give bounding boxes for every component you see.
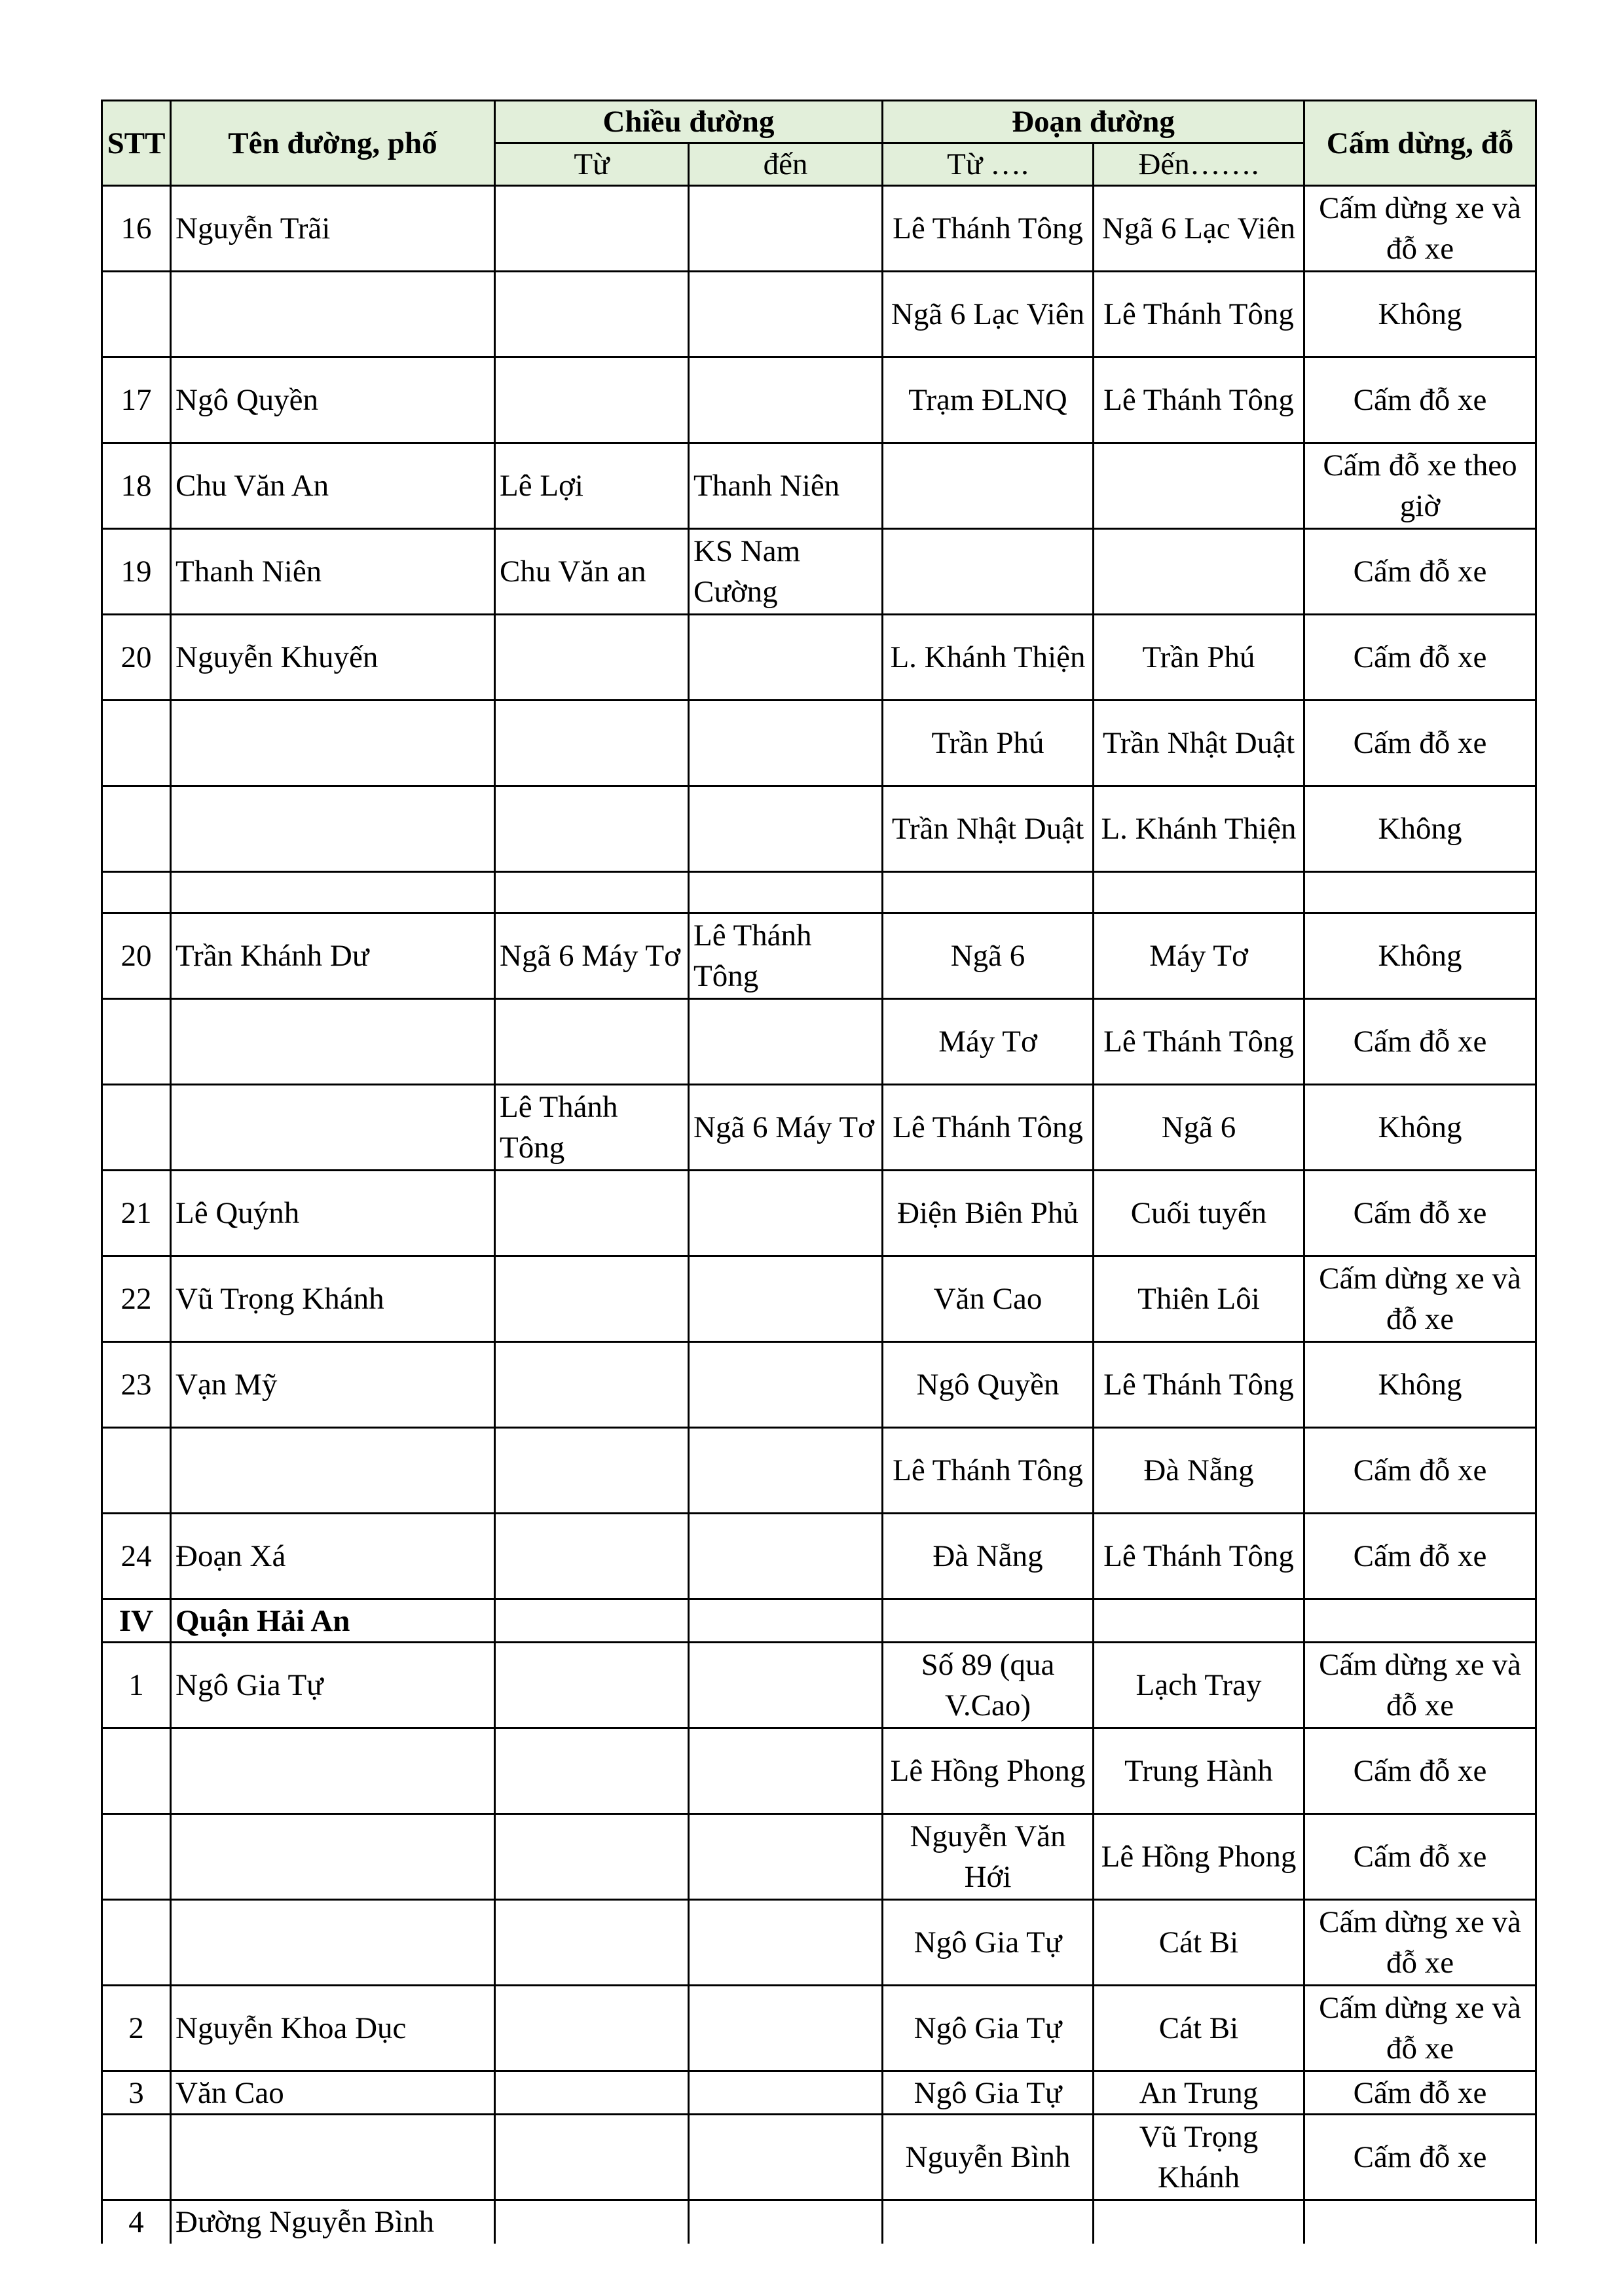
cell-segment-from: Trần Nhật Duật [883,786,1094,872]
cell-direction-from [495,786,689,872]
cell-direction-from: Lê Lợi [495,443,689,529]
cell-direction-to [689,872,883,913]
cell-restriction: Cấm dừng xe và đỗ xe [1304,186,1536,272]
cell-street-name [171,1728,495,1814]
cell-restriction: Cấm đỗ xe [1304,529,1536,615]
cell-segment-to: Lê Thánh Tông [1094,357,1304,443]
cell-restriction: Cấm đỗ xe [1304,701,1536,786]
cell-direction-to: Lê Thánh Tông [689,913,883,999]
cell-direction-to [689,1514,883,1599]
cell-direction-from: Chu Văn an [495,529,689,615]
cell-restriction: Cấm dừng xe và đỗ xe [1304,1900,1536,1986]
table-row [102,2200,1536,2244]
cell-direction-to [689,272,883,357]
cell-direction-from [495,1643,689,1728]
table-row [102,1814,1536,1900]
cell-direction-to [689,999,883,1085]
cell-stt: 4 [102,2200,171,2244]
cell-direction-to [689,357,883,443]
cell-street-name: Ngô Gia Tự [171,1643,495,1728]
cell-restriction: Không [1304,786,1536,872]
cell-stt: 1 [102,1643,171,1728]
cell-restriction: Cấm đỗ xe [1304,1814,1536,1900]
cell-segment-to: Máy Tơ [1094,913,1304,999]
cell-street-name [171,1900,495,1986]
cell-segment-to: Lạch Tray [1094,1643,1304,1728]
header-street: Tên đường, phố [171,101,495,186]
cell-segment-to [1094,529,1304,615]
cell-segment-from: Lê Thánh Tông [883,1085,1094,1171]
table-row [102,615,1536,701]
section-row [102,1599,1536,1643]
cell-restriction [1304,872,1536,913]
table-row [102,701,1536,786]
cell-segment-from [883,1599,1094,1643]
cell-segment-from: Điện Biên Phủ [883,1171,1094,1256]
cell-segment-to [1094,1599,1304,1643]
cell-segment-to [1094,2200,1304,2244]
cell-stt [102,1728,171,1814]
cell-direction-from [495,1900,689,1986]
cell-restriction: Cấm dừng xe và đỗ xe [1304,1643,1536,1728]
cell-direction-to: Ngã 6 Máy Tơ [689,1085,883,1171]
cell-segment-from [883,529,1094,615]
cell-street-name: Đoạn Xá [171,1514,495,1599]
cell-street-name [171,272,495,357]
header-direction: Chiều đường [495,101,883,143]
table-row [102,1428,1536,1514]
cell-direction-to [689,2115,883,2200]
cell-segment-from: Đà Nẵng [883,1514,1094,1599]
cell-direction-from [495,872,689,913]
cell-street-name: Nguyễn Khoa Dục [171,1986,495,2071]
cell-direction-to [689,786,883,872]
cell-restriction: Cấm đỗ xe [1304,1428,1536,1514]
cell-segment-to: Lê Thánh Tông [1094,1342,1304,1428]
cell-restriction: Cấm đỗ xe [1304,1514,1536,1599]
cell-direction-from [495,615,689,701]
cell-stt: 3 [102,2071,171,2115]
header-segment: Đoạn đường [883,101,1304,143]
cell-direction-from [495,1428,689,1514]
cell-street-name [171,872,495,913]
cell-segment-to: L. Khánh Thiện [1094,786,1304,872]
table-row [102,872,1536,913]
table-row [102,2071,1536,2115]
table-header [102,101,1536,186]
cell-segment-from: Ngô Gia Tự [883,2071,1094,2115]
cell-stt: 19 [102,529,171,615]
cell-segment-from: L. Khánh Thiện [883,615,1094,701]
table-row [102,529,1536,615]
cell-direction-from [495,272,689,357]
cell-segment-from: Trần Phú [883,701,1094,786]
cell-segment-from: Ngô Quyền [883,1342,1094,1428]
header-ban: Cấm dừng, đỗ [1304,101,1536,186]
cell-stt [102,1900,171,1986]
cell-stt [102,1085,171,1171]
cell-direction-to [689,1256,883,1342]
cell-segment-from: Trạm ĐLNQ [883,357,1094,443]
cell-segment-from: Lê Thánh Tông [883,186,1094,272]
cell-street-name: Lê Quýnh [171,1171,495,1256]
table-row [102,2115,1536,2200]
cell-restriction: Không [1304,1342,1536,1428]
cell-direction-from [495,2115,689,2200]
cell-street-name: Nguyễn Trãi [171,186,495,272]
cell-restriction: Cấm đỗ xe [1304,2115,1536,2200]
cell-stt [102,2115,171,2200]
table-row [102,1171,1536,1256]
cell-restriction [1304,2200,1536,2244]
cell-direction-to [689,1342,883,1428]
cell-restriction [1304,1599,1536,1643]
cell-stt: 21 [102,1171,171,1256]
cell-segment-from: Ngã 6 [883,913,1094,999]
cell-restriction: Cấm đỗ xe [1304,615,1536,701]
table-row [102,272,1536,357]
table-row [102,1085,1536,1171]
parking-restriction-table [101,100,1537,2244]
cell-stt: IV [102,1599,171,1643]
cell-restriction: Cấm đỗ xe [1304,357,1536,443]
cell-direction-from [495,1171,689,1256]
cell-segment-to: Lê Thánh Tông [1094,1514,1304,1599]
cell-stt [102,1814,171,1900]
cell-direction-from [495,1728,689,1814]
cell-street-name: Trần Khánh Dư [171,913,495,999]
cell-direction-to [689,701,883,786]
table-row [102,999,1536,1085]
cell-stt: 23 [102,1342,171,1428]
table-body [102,186,1536,2244]
cell-direction-from [495,1342,689,1428]
cell-restriction: Cấm dừng xe và đỗ xe [1304,1986,1536,2071]
cell-segment-to: Trần Nhật Duật [1094,701,1304,786]
table-row [102,1643,1536,1728]
cell-segment-to: Cát Bi [1094,1900,1304,1986]
cell-stt [102,701,171,786]
cell-direction-from [495,1986,689,2071]
header-segment-to: Đến……. [1094,143,1304,186]
header-direction-from: Từ [495,143,689,186]
cell-direction-from: Lê Thánh Tông [495,1085,689,1171]
cell-stt: 16 [102,186,171,272]
cell-street-name [171,1814,495,1900]
table-row [102,1514,1536,1599]
cell-direction-from [495,357,689,443]
header-stt: STT [102,101,171,186]
table-row [102,186,1536,272]
cell-stt [102,999,171,1085]
cell-stt: 2 [102,1986,171,2071]
cell-direction-to [689,1728,883,1814]
cell-direction-from [495,1256,689,1342]
cell-direction-to [689,2071,883,2115]
table-row [102,357,1536,443]
cell-segment-to [1094,872,1304,913]
table-row [102,1256,1536,1342]
table-row [102,443,1536,529]
cell-segment-to: Thiên Lôi [1094,1256,1304,1342]
cell-direction-to [689,2200,883,2244]
cell-segment-from: Văn Cao [883,1256,1094,1342]
cell-direction-from [495,999,689,1085]
cell-direction-from [495,2071,689,2115]
cell-direction-to: KS Nam Cường [689,529,883,615]
cell-segment-from: Nguyễn Văn Hới [883,1814,1094,1900]
cell-segment-to: Vũ Trọng Khánh [1094,2115,1304,2200]
cell-stt [102,272,171,357]
cell-segment-from: Ngã 6 Lạc Viên [883,272,1094,357]
cell-segment-from: Lê Hồng Phong [883,1728,1094,1814]
cell-restriction: Cấm đỗ xe theo giờ [1304,443,1536,529]
table-row [102,1900,1536,1986]
cell-segment-from [883,443,1094,529]
cell-stt: 17 [102,357,171,443]
cell-street-name [171,701,495,786]
cell-restriction: Cấm đỗ xe [1304,1728,1536,1814]
cell-direction-to [689,1643,883,1728]
cell-street-name: Văn Cao [171,2071,495,2115]
cell-segment-to: Ngã 6 Lạc Viên [1094,186,1304,272]
cell-street-name: Chu Văn An [171,443,495,529]
cell-stt [102,872,171,913]
cell-street-name [171,786,495,872]
table-row [102,1728,1536,1814]
header-direction-to: đến [689,143,883,186]
cell-restriction: Cấm dừng xe và đỗ xe [1304,1256,1536,1342]
cell-direction-to [689,1599,883,1643]
cell-segment-to: Đà Nẵng [1094,1428,1304,1514]
cell-segment-to: Lê Thánh Tông [1094,272,1304,357]
cell-street-name: Nguyễn Khuyến [171,615,495,701]
cell-segment-from: Ngô Gia Tự [883,1900,1094,1986]
cell-restriction: Không [1304,913,1536,999]
cell-restriction: Cấm đỗ xe [1304,999,1536,1085]
cell-direction-from [495,186,689,272]
cell-restriction: Cấm đỗ xe [1304,2071,1536,2115]
cell-segment-from: Máy Tơ [883,999,1094,1085]
cell-street-name [171,2115,495,2200]
cell-direction-to [689,1986,883,2071]
cell-segment-to: Lê Hồng Phong [1094,1814,1304,1900]
header-segment-from: Từ …. [883,143,1094,186]
cell-street-name: Ngô Quyền [171,357,495,443]
cell-street-name [171,1085,495,1171]
cell-stt: 18 [102,443,171,529]
cell-restriction: Cấm đỗ xe [1304,1171,1536,1256]
cell-street-name: Quận Hải An [171,1599,495,1643]
cell-segment-to: Cát Bi [1094,1986,1304,2071]
cell-street-name: Đường Nguyễn Bình [171,2200,495,2244]
cell-direction-from [495,1514,689,1599]
cell-direction-to [689,1900,883,1986]
cell-direction-to [689,1814,883,1900]
cell-restriction: Không [1304,272,1536,357]
cell-segment-to [1094,443,1304,529]
cell-segment-to: Lê Thánh Tông [1094,999,1304,1085]
cell-stt: 22 [102,1256,171,1342]
cell-segment-from: Số 89 (qua V.Cao) [883,1643,1094,1728]
cell-segment-from: Lê Thánh Tông [883,1428,1094,1514]
cell-restriction: Không [1304,1085,1536,1171]
table-row [102,1986,1536,2071]
cell-direction-from [495,1599,689,1643]
cell-direction-from [495,1814,689,1900]
cell-stt: 24 [102,1514,171,1599]
cell-segment-from [883,2200,1094,2244]
cell-stt: 20 [102,615,171,701]
cell-direction-to [689,186,883,272]
cell-street-name [171,1428,495,1514]
cell-direction-to [689,1171,883,1256]
cell-segment-to: Cuối tuyến [1094,1171,1304,1256]
cell-stt: 20 [102,913,171,999]
cell-direction-from [495,701,689,786]
cell-segment-from: Ngô Gia Tự [883,1986,1094,2071]
cell-street-name [171,999,495,1085]
cell-direction-to [689,1428,883,1514]
table-row [102,1342,1536,1428]
cell-segment-to: Trung Hành [1094,1728,1304,1814]
table-row [102,786,1536,872]
cell-direction-from: Ngã 6 Máy Tơ [495,913,689,999]
cell-segment-to: An Trung [1094,2071,1304,2115]
cell-stt [102,786,171,872]
cell-direction-to [689,615,883,701]
cell-segment-to: Ngã 6 [1094,1085,1304,1171]
cell-stt [102,1428,171,1514]
cell-segment-from: Nguyễn Bình [883,2115,1094,2200]
cell-street-name: Vạn Mỹ [171,1342,495,1428]
cell-direction-from [495,2200,689,2244]
cell-segment-from [883,872,1094,913]
cell-direction-to: Thanh Niên [689,443,883,529]
cell-street-name: Vũ Trọng Khánh [171,1256,495,1342]
cell-street-name: Thanh Niên [171,529,495,615]
table-row [102,913,1536,999]
cell-segment-to: Trần Phú [1094,615,1304,701]
